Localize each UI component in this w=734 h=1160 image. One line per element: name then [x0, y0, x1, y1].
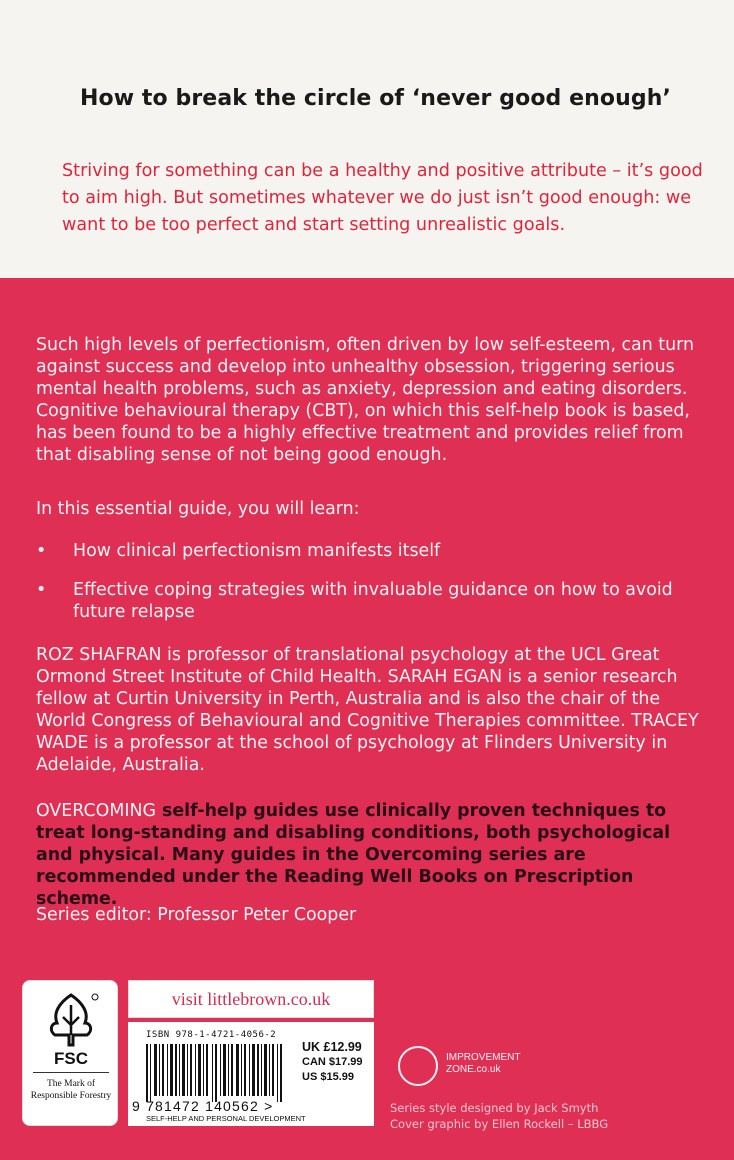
learn-intro: In this essential guide, you will learn: [36, 499, 360, 519]
credit-graphic: Cover graphic by Ellen Rockell – LBBG [390, 1117, 609, 1131]
series-brand: OVERCOMING [36, 801, 156, 821]
bullet-list [36, 540, 696, 640]
iz-line1: IMPROVEMENT [446, 1052, 521, 1063]
bullet-symbol: • [36, 541, 47, 561]
description-paragraph: Such high levels of perfectionism, often driven by low self-esteem, can turn against success and develop into unhealthy obsession, triggering serious mental health problems, such as anxiety, depression and eating disorders. Cognitive behavioural therapy (CBT), on which this self-help book is based, has been found to be a highly effective treatment and provides relief from that disabling sense of not being good enough. [36, 335, 694, 465]
prices [302, 1040, 363, 1085]
bullet-text: How clinical perfectionism manifests itself [73, 541, 441, 561]
headline: How to break the circle of ‘never good enough’ [80, 86, 671, 111]
credit-design: Series style designed by Jack Smyth [390, 1101, 599, 1115]
intro-text: Striving for something can be a healthy and positive attribute – it’s good to aim high. But sometimes whatever we do just isn’t good enough: we want to be too perfect and start setting unrealistic goals. [62, 161, 703, 235]
category: SELF-HELP AND PERSONAL DEVELOPMENT [146, 1114, 306, 1123]
authors-bio: ROZ SHAFRAN is professor of translational psychology at the UCL Great Ormond Street Institute of Child Health. SARAH EGAN is a senior research fellow at Curtin University in Perth, Australia and is also the chair of the World Congress of Behavioural and Cognitive Therapies committee. TRACEY WADE is a professor at the school of psychology at Flinders University in Adelaide, Australia. [36, 645, 699, 775]
barcode-panel [128, 1022, 374, 1126]
fsc-tree-icon [41, 991, 101, 1049]
fsc-label: FSC [54, 1049, 88, 1068]
improvement-zone-icon [398, 1046, 438, 1086]
iz-line2: ZONE.co.uk [446, 1064, 501, 1075]
price-us: US $15.99 [302, 1071, 354, 1083]
price-uk: UK £12.99 [302, 1040, 362, 1054]
isbn: ISBN 978-1-4721-4056-2 [146, 1030, 277, 1040]
improvement-zone-logo [446, 1052, 520, 1076]
series-blurb-text: self-help guides use clinically proven techniques to treat long-standing and disabling conditions, both psychological and physical. Many guides in the Overcoming series are recommended under the Reading Well Books on Prescription scheme. [36, 801, 671, 909]
list-item [36, 579, 696, 623]
series-blurb [36, 800, 706, 910]
price-can: CAN $17.99 [302, 1056, 363, 1068]
bullet-symbol: • [36, 580, 47, 600]
fsc-mark-text: The Mark of Responsible Forestry [30, 1079, 112, 1101]
credits [390, 1100, 608, 1132]
publisher-website[interactable]: visit littlebrown.co.uk [128, 980, 374, 1018]
barcode-digits: 9 781472 140562 > [132, 1098, 274, 1114]
series-editor: Series editor: Professor Peter Cooper [36, 905, 357, 925]
bullet-text: Effective coping strategies with invaluable guidance on how to avoid future relapse [73, 580, 673, 622]
list-item [36, 540, 696, 562]
fsc-badge [22, 980, 118, 1126]
barcode-icon [146, 1044, 296, 1102]
divider [33, 1072, 109, 1073]
